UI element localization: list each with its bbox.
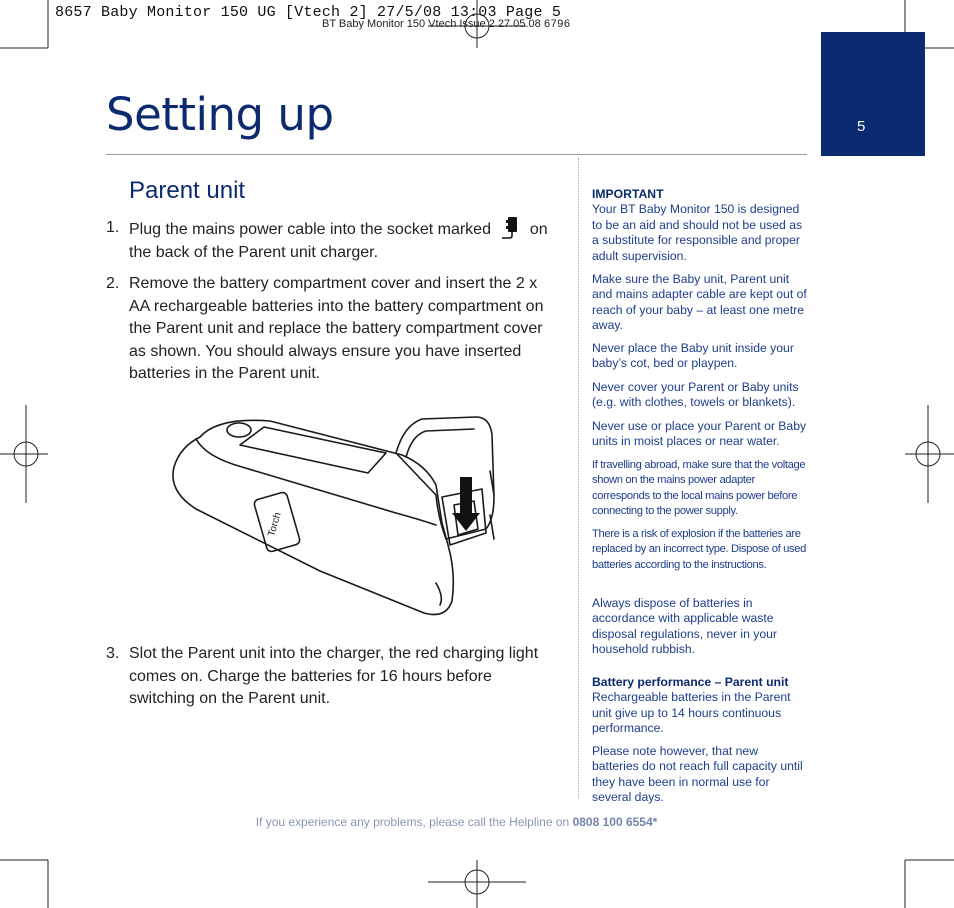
helpline-footer — [0, 815, 913, 829]
subslug-text: BT Baby Monitor 150 Vtech Issue 2 27.05.08 — [322, 18, 541, 30]
step-text-before-icon: Plug the mains power cable into the socket marked — [129, 221, 491, 238]
safety-note-7: Always dispose of batteries in accordance with applicable waste disposal regulations, never in your household rubbish. — [592, 596, 777, 657]
safety-note-6: There is a risk of explosion if the batteries are replaced by an incorrect type. Dispose of used batteries according to the instructions. — [592, 528, 806, 571]
important-notice — [592, 187, 808, 264]
battery-performance — [592, 675, 808, 737]
parent-unit-battery-illustration — [160, 405, 510, 625]
torch-label: Torch — [266, 511, 284, 538]
step-text-after-icon: on the back of the Parent unit charger. — [129, 221, 548, 261]
step-1 — [106, 217, 566, 265]
important-heading: IMPORTANT — [592, 187, 664, 201]
footer-text: If you experience any problems, please call the Helpline on — [255, 815, 570, 829]
step-number: 2. — [106, 275, 120, 292]
title-divider — [106, 154, 807, 155]
battery-note: Please note however, that new batteries do not reach full capacity until they have been in normal use for several days. — [592, 744, 803, 805]
helpline-number: 0808 100 6554* — [572, 815, 658, 829]
page-title: Setting up — [106, 88, 334, 141]
print-slug: 8657 Baby Monitor 150 UG [Vtech 2] 27/5/08 13:03 Page 5 — [55, 4, 562, 21]
column-divider — [578, 158, 579, 798]
safety-note-2: Never place the Baby unit inside your baby’s cot, bed or playpen. — [592, 341, 794, 371]
battery-text: Rechargeable batteries in the Parent unit give up to 14 hours continuous performance. — [592, 690, 791, 736]
page-number: 5 — [857, 118, 866, 135]
safety-note-4: Never use or place your Parent or Baby units in moist places or near water. — [592, 419, 807, 449]
print-subslug — [322, 18, 570, 31]
mains-power-socket-icon — [501, 217, 519, 239]
step-2 — [106, 273, 566, 388]
subslug-code: 6796 — [543, 19, 571, 31]
section-title: Parent unit — [129, 177, 246, 204]
safety-note-5: If travelling abroad, make sure that the voltage shown on the mains power adapter corresponds to the local mains power before connecting to the power supply. — [592, 459, 806, 518]
step-text: Slot the Parent unit into the charger, the red charging light comes on. Charge the batteries for 16 hours before switching on the Parent unit. — [129, 645, 539, 707]
battery-heading: Battery performance – Parent unit — [592, 675, 789, 689]
safety-note-1: Make sure the Baby unit, Parent unit and mains adapter cable are kept out of reach of your baby – at least one metre away. — [592, 272, 807, 333]
step-number: 3. — [106, 645, 120, 662]
safety-note-3: Never cover your Parent or Baby units (e.g. with clothes, towels or blankets). — [592, 380, 799, 410]
important-text: Your BT Baby Monitor 150 is designed to be an aid and should not be used as a substitute for responsible and proper adult supervision. — [592, 202, 803, 263]
step-text — [129, 217, 561, 264]
page-number-tab — [821, 32, 925, 156]
step-number: 1. — [106, 219, 120, 236]
step-text: Remove the battery compartment cover and insert the 2 x AA rechargeable batteries into the battery compartment on the Parent unit and replace the battery compartment cover as shown. You should always ensure you have inserted batteries in the Parent unit. — [129, 275, 544, 382]
step-3 — [106, 643, 566, 713]
